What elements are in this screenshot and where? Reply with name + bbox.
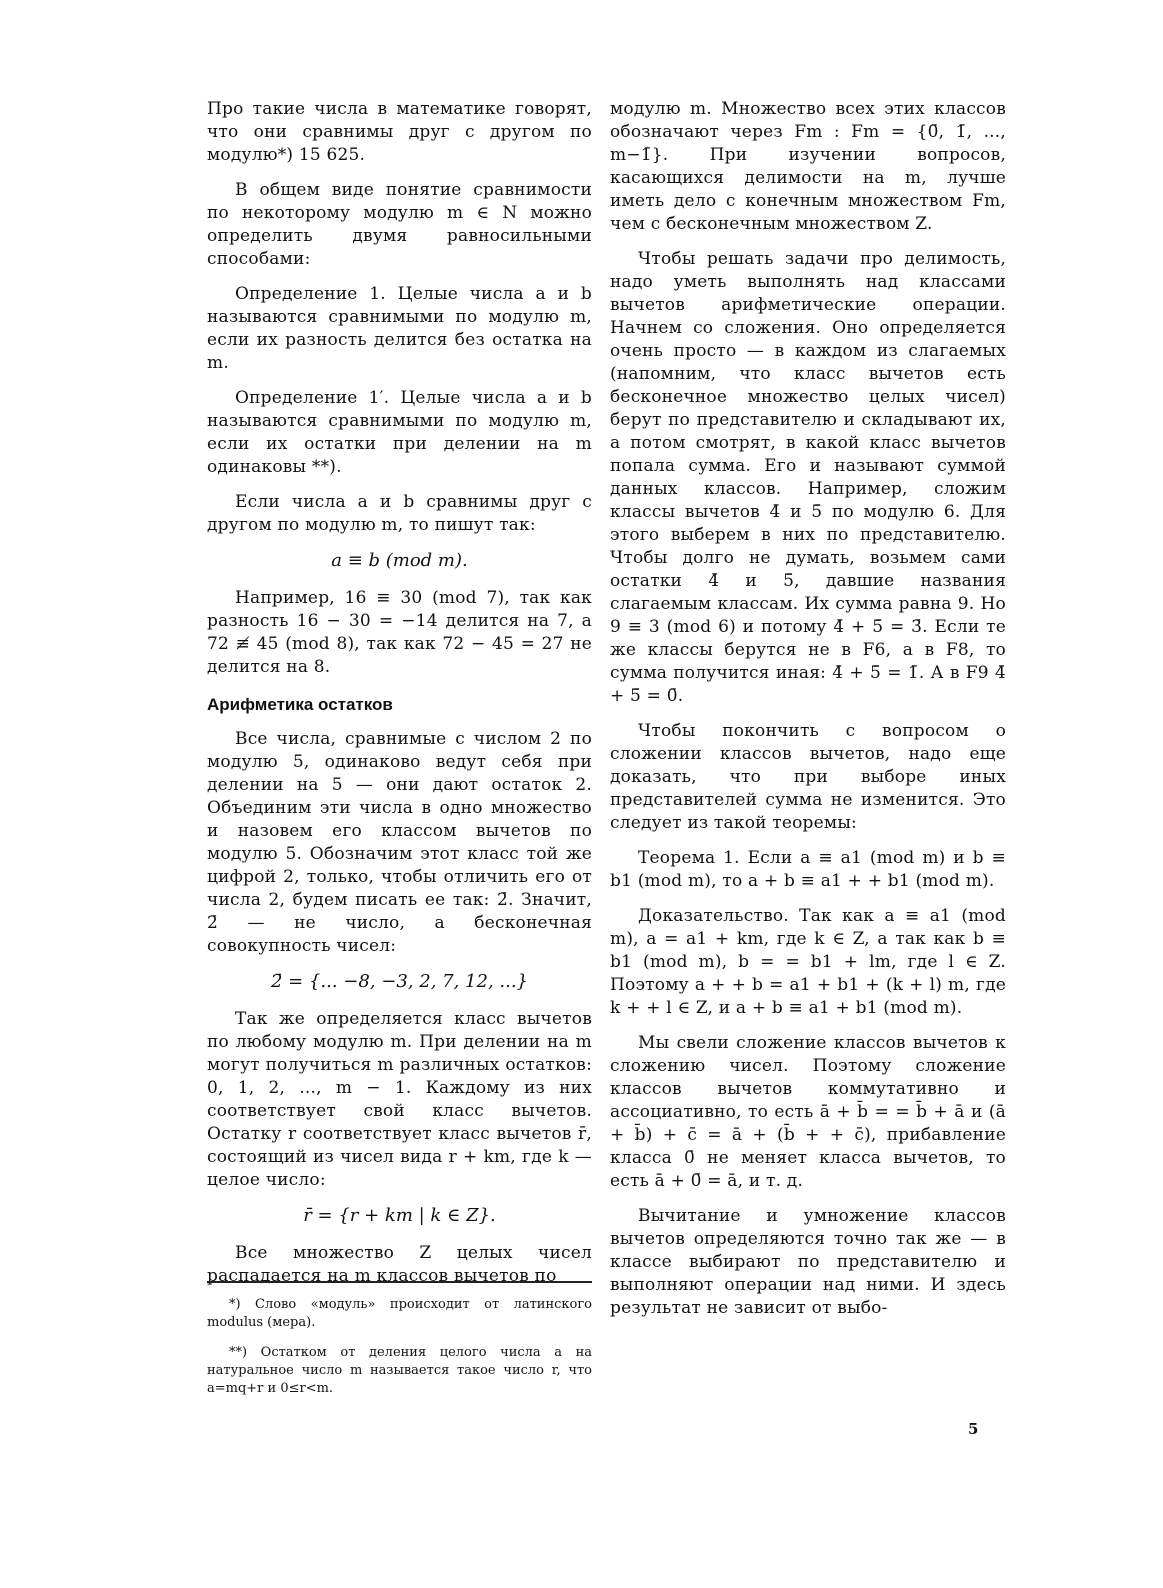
paragraph-subtraction: Вычитание и умножение классов вычетов определяются точно так же — в классе выбирают по представителю и выполняют операции над ними. И здесь результат не зависит от выбо- <box>610 1206 1006 1318</box>
paragraph-any-modulus: Так же определяется класс вычетов по любому модулю m. При делении на m могут получиться m различных остатков: 0, 1, 2, ..., m − 1. Каждому из них соответствует свой класс вычетов. Остатку r соответствует класс вычетов r̄, состоящий из чисел вида r + km, где k — целое число: <box>207 1009 592 1190</box>
footnote-divider <box>207 1281 592 1283</box>
page-number: 5 <box>968 1420 979 1438</box>
theorem-1: Теорема 1. Если a ≡ a1 (mod m) и b ≡ b1 (mod m), то a + b ≡ a1 + + b1 (mod m). <box>610 848 1006 891</box>
section-heading: Арифметика остатков <box>207 695 393 714</box>
paragraph-congruence-general: В общем виде понятие сравнимости по некоторому модулю m ∈ N можно определить двумя равносильными способами: <box>207 180 592 269</box>
paragraph-fm-set: модулю m. Множество всех этих классов обозначают через Fm : Fm = {0̄, 1̄, ..., m−1̄}. При изучении вопросов, касающихся делимости на m, лучше иметь дело с конечным множеством Fm, чем с бесконечным множеством Z. <box>610 99 1006 234</box>
paragraph-example: Например, 16 ≡ 30 (mod 7), так как разность 16 − 30 = −14 делится на 7, а 72 ≢ 45 (mod 8), так как 72 − 45 = 27 не делится на 8. <box>207 588 592 677</box>
left-column <box>207 98 592 1300</box>
paragraph-representatives: Чтобы покончить с вопросом о сложении классов вычетов, надо еще доказать, что при выборе иных представителей сумма не изменится. Это следует из такой теоремы: <box>610 721 1006 833</box>
definition-1-prime: Определение 1′. Целые числа a и b называются сравнимыми по модулю m, если их остатки при делении на m одинаковы **). <box>207 388 592 477</box>
right-column <box>610 98 1006 1332</box>
footnotes <box>207 1296 592 1410</box>
paragraph-z-split: Все множество Z целых чисел распадается на m классов вычетов по <box>207 1243 592 1286</box>
paragraph-notation: Если числа a и b сравнимы друг с другом по модулю m, то пишут так: <box>207 492 592 535</box>
paragraph-addition: Чтобы решать задачи про делимость, надо уметь выполнять над классами вычетов арифметические операции. Начнем со сложения. Оно определяется очень просто — в каждом из слагаемых (напомним, что класс вычетов есть бесконечное множество целых чисел) берут по представителю и складывают их, а потом смотрят, в какой класс вычетов попала сумма. Его и называют суммой данных классов. Например, сложим классы вычетов 4̄ и 5̄ по модулю 6. Для этого выберем в них по представителю. Чтобы долго не думать, возьмем сами остатки 4̄ и 5̄, давшие названия слагаемым классам. Их сумма равна 9. Но 9 ≡ 3 (mod 6) и потому 4̄ + 5̄ = 3̄. Если те же классы берутся не в F6, а в F8, то сумма получится иная: 4̄ + 5̄ = 1̄. А в F9 4̄ + 5̄ = 0̄. <box>610 249 1006 706</box>
footnote-2: **) Остатком от деления целого числа a на натуральное число m называется такое число r, что a=mq+r и 0≤r<m. <box>207 1345 592 1396</box>
formula-class-2: 2̄ = {... −8, −3, 2, 7, 12, ...} <box>270 971 529 992</box>
paragraph-commutative: Мы свели сложение классов вычетов к сложению чисел. Поэтому сложение классов вычетов коммутативно и ассоциативно, то есть ā + b̄ = = b̄ + ā и (ā + b̄) + c̄ = ā + (b̄ + + c̄), прибавление класса 0̄ не меняет класса вычетов, то есть ā + 0̄ = ā, и т. д. <box>610 1033 1006 1191</box>
footnote-1: *) Слово «модуль» происходит от латинского modulus (мера). <box>207 1297 592 1330</box>
formula-congruence: a ≡ b (mod m). <box>331 550 468 571</box>
definition-1: Определение 1. Целые числа a и b называются сравнимыми по модулю m, если их разность делится без остатка на m. <box>207 284 592 373</box>
proof: Доказательство. Так как a ≡ a1 (mod m), a = a1 + km, где k ∈ Z, а так как b ≡ b1 (mod m), b = = b1 + lm, где l ∈ Z. Поэтому a + + b = a1 + b1 + (k + l) m, где k + + l ∈ Z, и a + b ≡ a1 + b1 (mod m). <box>610 906 1006 1018</box>
formula-class-r: r̄ = {r + km | k ∈ Z}. <box>303 1205 496 1226</box>
paragraph-residue-class: Все числа, сравнимые с числом 2 по модулю 5, одинаково ведут себя при делении на 5 — они дают остаток 2. Объединим эти числа в одно множество и назовем его классом вычетов по модулю 5. Обозначим этот класс той же цифрой 2, только, чтобы отличить его от числа 2, будем писать ее так: 2̄. Значит, 2̄ — не число, а бесконечная совокупность чисел: <box>207 729 592 956</box>
paragraph-intro: Про такие числа в математике говорят, что они сравнимы друг с другом по модулю*) 15 625. <box>207 99 592 165</box>
